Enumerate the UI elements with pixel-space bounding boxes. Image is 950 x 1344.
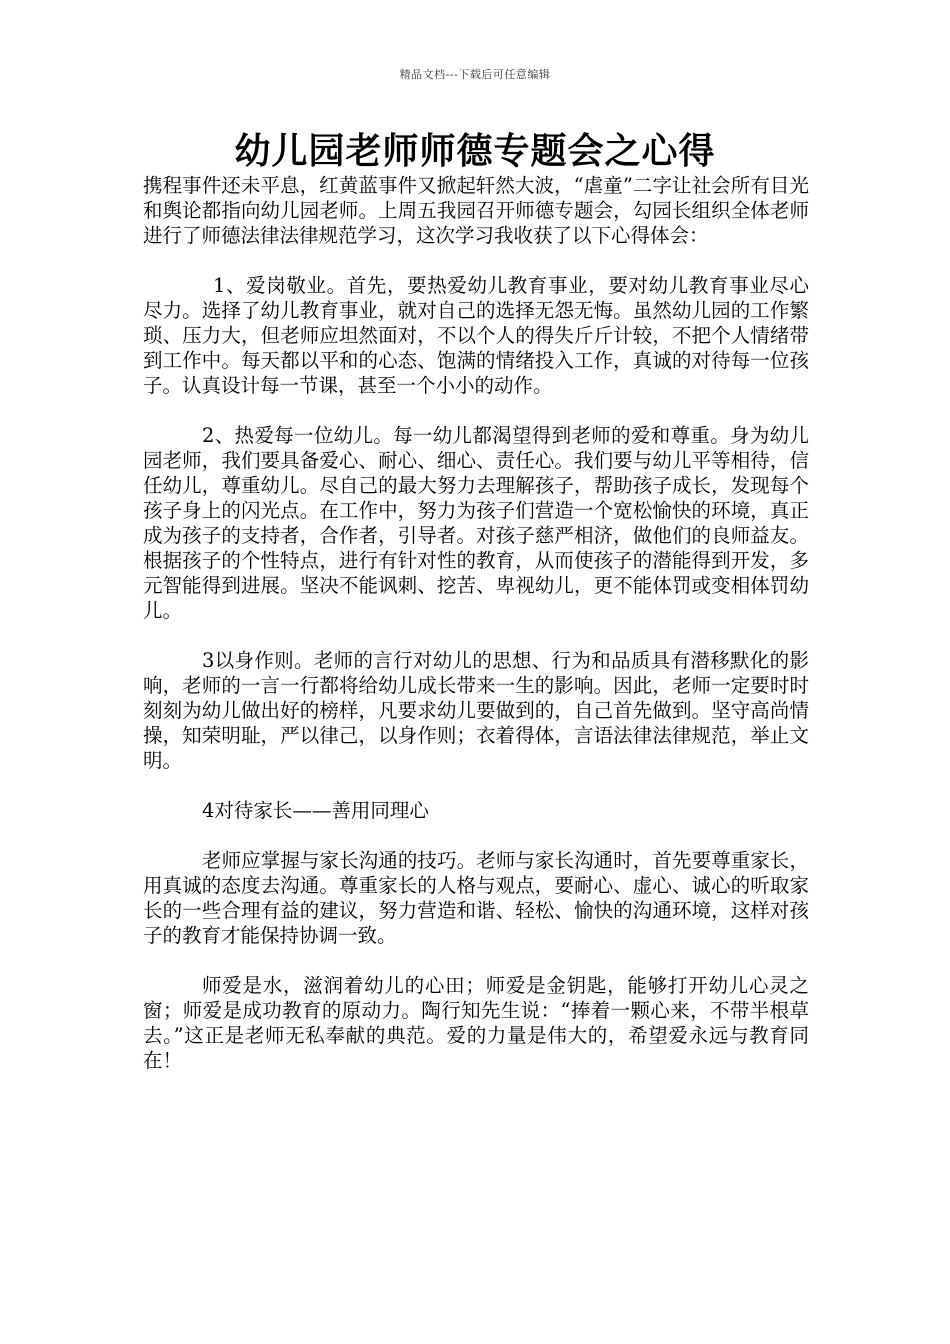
document-body (143, 173, 809, 1098)
point-3-paragraph: 3以身作则。老师的言行对幼儿的思想、行为和品质具有潜移默化的影响，老师的一言一行都将给幼儿成长带来一生的影响。因此，老师一定要时时刻刻为幼儿做出好的榜样，凡要求幼儿要做到的，自己首先做到。坚守高尚情操，知荣明耻，严以律己，以身作则；衣着得体，言语法律法律规范，举止文明。 (143, 649, 809, 772)
point-4-paragraph: 老师应掌握与家长沟通的技巧。老师与家长沟通时，首先要尊重家长，用真诚的态度去沟通。尊重家长的人格与观点，要耐心、虚心、诚心的听取家长的一些合理有益的建议，努力营造和谐、轻松、愉快的沟通环境，这样对孩子的教育才能保持协调一致。 (143, 849, 809, 947)
conclusion-paragraph: 师爱是水，滋润着幼儿的心田；师爱是金钥匙，能够打开幼儿心灵之窗；师爱是成功教育的原动力。陶行知先生说：“捧着一颗心来，不带半根草去。”这正是老师无私奉献的典范。爱的力量是伟大的，希望爱永远与教育同在！ (143, 974, 809, 1072)
intro-paragraph: 携程事件还未平息，红黄蓝事件又掀起轩然大波，“虐童”二字让社会所有目光和舆论都指向幼儿园老师。上周五我园召开师德专题会，勾园长组织全体老师进行了师德法律法律规范学习，这次学习我收获了以下心得体会： (143, 174, 809, 247)
point-2-paragraph: 2、热爱每一位幼儿。每一幼儿都渴望得到老师的爱和尊重。身为幼儿园老师，我们要具备爱心、耐心、细心、责任心。我们要与幼儿平等相待，信任幼儿，尊重幼儿。尽自己的最大努力去理解孩子，帮助孩子成长，发现每个孩子身上的闪光点。在工作中，努力为孩子们营造一个宽松愉快的环境，真正成为孩子的支持者，合作者，引导者。对孩子慈严相济，做他们的良师益友。根据孩子的个性特点，进行有针对性的教育，从而使孩子的潜能得到开发，多元智能得到进展。坚决不能讽刺、挖苦、卑视幼儿，更不能体罚或变相体罚幼儿。 (143, 424, 809, 622)
header-note: 精品文档---下载后可任意编辑 (399, 68, 551, 81)
point-1-paragraph: 1、爱岗敬业。首先，要热爱幼儿教育事业，要对幼儿教育事业尽心尽力。选择了幼儿教育事业，就对自己的选择无怨无悔。虽然幼儿园的工作繁琐、压力大，但老师应坦然面对，不以个人的得失斤斤计较，不把个人情绪带到工作中。每天都以平和的心态、饱满的情绪投入工作，真诚的对待每一位孩子。认真设计每一节课，甚至一个小小的动作。 (143, 274, 809, 397)
point-4-heading: 4对待家长——善用同理心 (202, 799, 429, 822)
document-title: 幼儿园老师师德专题会之心得 (234, 130, 716, 172)
